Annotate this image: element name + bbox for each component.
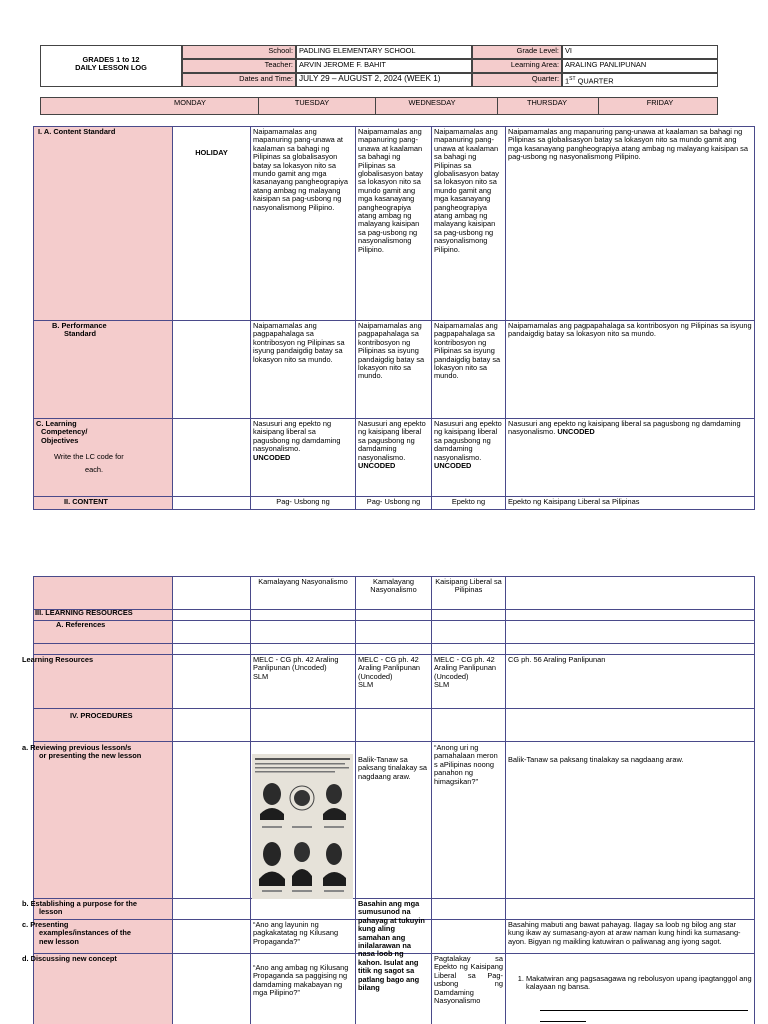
content-tuesday: Pag- Usbong ng <box>276 497 330 506</box>
title-line-1: GRADES 1 to 12 <box>82 55 140 64</box>
teacher-value: ARVIN JEROME F. BAHIT <box>296 59 472 73</box>
grade-level-value: VI <box>562 45 718 59</box>
learning-area-label: Learning Area: <box>472 59 562 73</box>
references-heading: A. References <box>56 621 106 629</box>
discussing-thursday: Pagtalakay sa Epekto ng Kaisipang Liberal sa Pag-usbong ng Damdaming Nasyonalismo <box>434 954 503 1006</box>
content-standard-friday: Naipamamalas ang mapanuring pang-unawa at kaalaman sa bahagi ng Pilipinas sa globalisasyon batay sa lokasyon nito sa mundo gamit ang mga kasanayang pangheograpiya atang ambag ng malayang kaisipan sa pag-usbong ng nasyonalismong Pilipino. <box>508 127 748 162</box>
answer-line-1 <box>540 1010 748 1011</box>
quarter-number: 1 <box>565 76 570 86</box>
school-label: School: <box>182 45 296 59</box>
friday-activity-instructions: Basahing mabuti ang bawat pahayag. Ilagay sa loob ng bilog ang star kung ikaw ay sumasang-ayon at araw naman kung hindi ka sumasang-ayon. Bigyan ng maikling katuwiran o paliwanag ang iyong sagot. <box>508 920 741 946</box>
presenting-label-line-3: new lesson <box>39 936 79 946</box>
lr-wednesday-slm: SLM <box>358 680 374 690</box>
presenting-label-line-2: examples/instances of the <box>39 928 132 938</box>
day-monday: MONDAY <box>174 98 206 107</box>
purpose-label <box>20 899 172 919</box>
wednesday-activity-instructions: Basahin ang mga sumusunod na pahayag at tukuyin kung aling samahan ang inilalarawan na nasa loob ng kahon. Isulat ang titik ng sagot sa patlang bago ang bilang <box>358 899 425 993</box>
lr-thursday-slm: SLM <box>434 680 450 690</box>
performance-label-line-1: B. Performance <box>52 321 107 330</box>
presenting-label <box>20 920 172 953</box>
lc-friday-code: UNCODED <box>557 427 595 437</box>
lc-label-line-5: each. <box>85 464 104 474</box>
lc-label-line-3: Objectives <box>41 435 79 445</box>
content-cont-thursday: Kaisipang Liberal sa Pilipinas <box>435 577 502 595</box>
presenting-label-line-1: c. Presenting <box>22 920 69 929</box>
answer-line-2 <box>540 1021 586 1022</box>
discussing-label: d. Discussing new concept <box>22 954 117 963</box>
reviewing-label-line-1: a. Reviewing previous lesson/s <box>22 743 132 752</box>
lc-tuesday <box>251 419 355 495</box>
content-thursday: Epekto ng <box>451 497 486 506</box>
lc-tuesday-code: UNCODED <box>253 452 291 462</box>
content-label: II. CONTENT <box>64 497 108 506</box>
performance-standard-thursday: Naipamamalas ang pagpapahalaga sa kontribosyon ng Pilipinas sa isyung pandaigdig batay sa lokasyon nito sa mundo. <box>434 321 501 381</box>
learning-resources-label: Learning Resources <box>22 655 94 664</box>
content-standard-thursday: Naipamamalas ang mapanuring pang-unawa at kaalaman sa bahagi ng Pilipinas sa globalisasyon batay sa lokasyon nito sa mundo gamit ang mga kasanayang pangheograpiya atang ambag ng malayang kaisipan sa pag-usbong ng nasyonalismong Pilipino. <box>434 127 499 254</box>
holiday-label: HOLIDAY <box>195 148 228 157</box>
content-cont-tuesday: Kamalayang Nasyonalismo <box>258 577 348 586</box>
learning-resources-heading: III. LEARNING RESOURCES <box>35 609 133 617</box>
quarter-value <box>562 73 718 87</box>
quarter-label: Quarter: <box>472 73 562 87</box>
reviewing-thursday: “Anong uri ng pamahalaan meron s aPilipinas noong panahon ng himagsikan?” <box>434 743 498 786</box>
reviewing-wednesday: Balik-Tanaw sa paksang tinalakay sa nagdaang araw. <box>358 755 428 781</box>
teacher-label: Teacher: <box>182 59 296 73</box>
content-cont-wednesday: Kamalayang Nasyonalismo <box>370 577 417 595</box>
procedures-heading: IV. PROCEDURES <box>70 711 133 720</box>
day-thursday: THURSDAY <box>526 98 568 107</box>
lr-friday: CG ph. 56 Araling Panlipunan <box>508 655 606 664</box>
performance-standard-tuesday: Naipamamalas ang pagpapahalaga sa kontribosyon ng Pilipinas sa isyung pandaigdig batay sa lokasyon nito sa mundo. <box>253 321 345 364</box>
content-standard-label: I. A. Content Standard <box>38 127 116 136</box>
lr-tuesday <box>251 655 355 707</box>
title-line-2: DAILY LESSON LOG <box>75 63 147 73</box>
lr-wednesday <box>356 655 431 707</box>
lc-thursday <box>432 419 505 495</box>
friday-statement-list <box>508 975 752 992</box>
reviewing-friday: Balik-Tanaw sa paksang tinalakay sa nagdaang araw. <box>508 755 684 764</box>
propagandists-photo <box>252 754 353 899</box>
learning-area-value: ARALING PANLIPUNAN <box>562 59 718 73</box>
dates-label: Dates and Time: <box>182 73 296 87</box>
lr-tuesday-text: MELC - CG ph. 42 Araling Panlipunan (Uncoded) <box>253 655 339 673</box>
performance-standard-label <box>50 321 170 345</box>
propagandists-photo-illustration <box>252 754 353 899</box>
lc-label-line-4: Write the LC code for <box>54 452 124 462</box>
lc-wednesday-text: Nasusuri ang epekto ng kaisipang liberal sa pagusbong ng damdaming nasyonalismo. <box>358 419 426 462</box>
lc-label-line-1: C. Learning <box>36 419 77 428</box>
day-tuesday: TUESDAY <box>294 98 330 107</box>
purpose-label-line-2: lesson <box>39 907 63 917</box>
lr-thursday <box>432 655 505 707</box>
purpose-label-line-1: b. Establishing a purpose for the <box>22 899 137 908</box>
content-wednesday: Pag- Usbong ng <box>366 497 421 506</box>
reviewing-label <box>20 743 172 767</box>
discussing-question-tuesday: “Ano ang ambag ng Kilusang Propaganda sa paggising ng damdaming makabayan ng mga Pilipino?” <box>253 963 349 998</box>
reviewing-label-line-2: or presenting the new lesson <box>39 751 142 761</box>
lc-thursday-text: Nasusuri ang epekto ng kaisipang liberal sa pagusbong ng damdaming nasyonalismo. <box>434 419 502 462</box>
school-value: PADLING ELEMENTARY SCHOOL <box>296 45 472 59</box>
lc-friday-text: Nasusuri ang epekto ng kaisipang liberal sa pagusbong ng damdaming nasyonalismo. <box>508 419 741 437</box>
lc-wednesday-code: UNCODED <box>358 461 396 471</box>
grade-level-label: Grade Level: <box>472 45 562 59</box>
lc-friday <box>506 419 754 449</box>
dates-value: JULY 29 – AUGUST 2, 2024 (WEEK 1) <box>296 73 472 87</box>
day-wednesday: WEDNESDAY <box>408 98 456 107</box>
quarter-suffix: ST <box>569 76 576 82</box>
content-standard-wednesday: Naipamamalas ang mapanuring pang-unawa at kaalaman sa bahagi ng Pilipinas sa globalisasyon batay sa lokasyon nito sa mundo gamit ang mga kasanayang pangheograpiya atang ambag ng malayang kaisipan sa pag-usbong ng nasyonalismong Pilipino. <box>358 127 423 254</box>
performance-standard-wednesday: Naipamamalas ang pagpapahalaga sa kontribosyon ng Pilipinas sa isyung pandaigdig batay sa lokasyon nito sa mundo. <box>358 321 425 381</box>
friday-statement-1: 1. Makatwiran ang pagsasagawa ng rebolusyon upang ipagtanggol ang kalayaan ng bansa. <box>526 975 752 992</box>
lc-label-line-2: Competency/ <box>41 427 88 437</box>
friday-activity-items <box>506 974 754 1014</box>
lc-tuesday-text: Nasusuri ang epekto ng kaisipang liberal sa pagusbong ng damdaming nasyonalismo. <box>253 419 341 454</box>
lr-tuesday-slm: SLM <box>253 671 269 681</box>
lc-wednesday <box>356 419 431 495</box>
performance-label-line-2: Standard <box>64 329 97 339</box>
learning-competency-label <box>34 419 170 495</box>
dll-title <box>40 45 182 87</box>
content-friday: Epekto ng Kaisipang Liberal sa Pilipinas <box>508 497 640 506</box>
quarter-text: QUARTER <box>575 76 614 86</box>
lr-wednesday-text: MELC - CG ph. 42 Araling Panlipunan (Uncoded) <box>358 655 421 681</box>
lr-thursday-text: MELC - CG ph. 42 Araling Panlipunan (Uncoded) <box>434 655 497 681</box>
purpose-question-tuesday: “Ano ang layunin ng pagkakatatag ng Kilusang Propaganda?” <box>253 920 339 946</box>
content-standard-tuesday: Naipamamalas ang mapanuring pang-unawa at kaalaman sa bahagi ng Pilipinas sa globalisasyon batay sa lokasyon nito sa mundo gamit ang mga kasanayang pangheograpiya atang ambag ng malayang kaisipan sa pag-usbong ng nasyonalismong Pilipino. <box>253 127 348 212</box>
performance-standard-friday: Naipamamalas ang pagpapahalaga sa kontribosyon ng Pilipinas sa isyung pandaigdig batay sa lokasyon nito sa mundo. <box>508 321 752 339</box>
lc-thursday-code: UNCODED <box>434 461 472 471</box>
day-friday: FRIDAY <box>646 98 674 107</box>
